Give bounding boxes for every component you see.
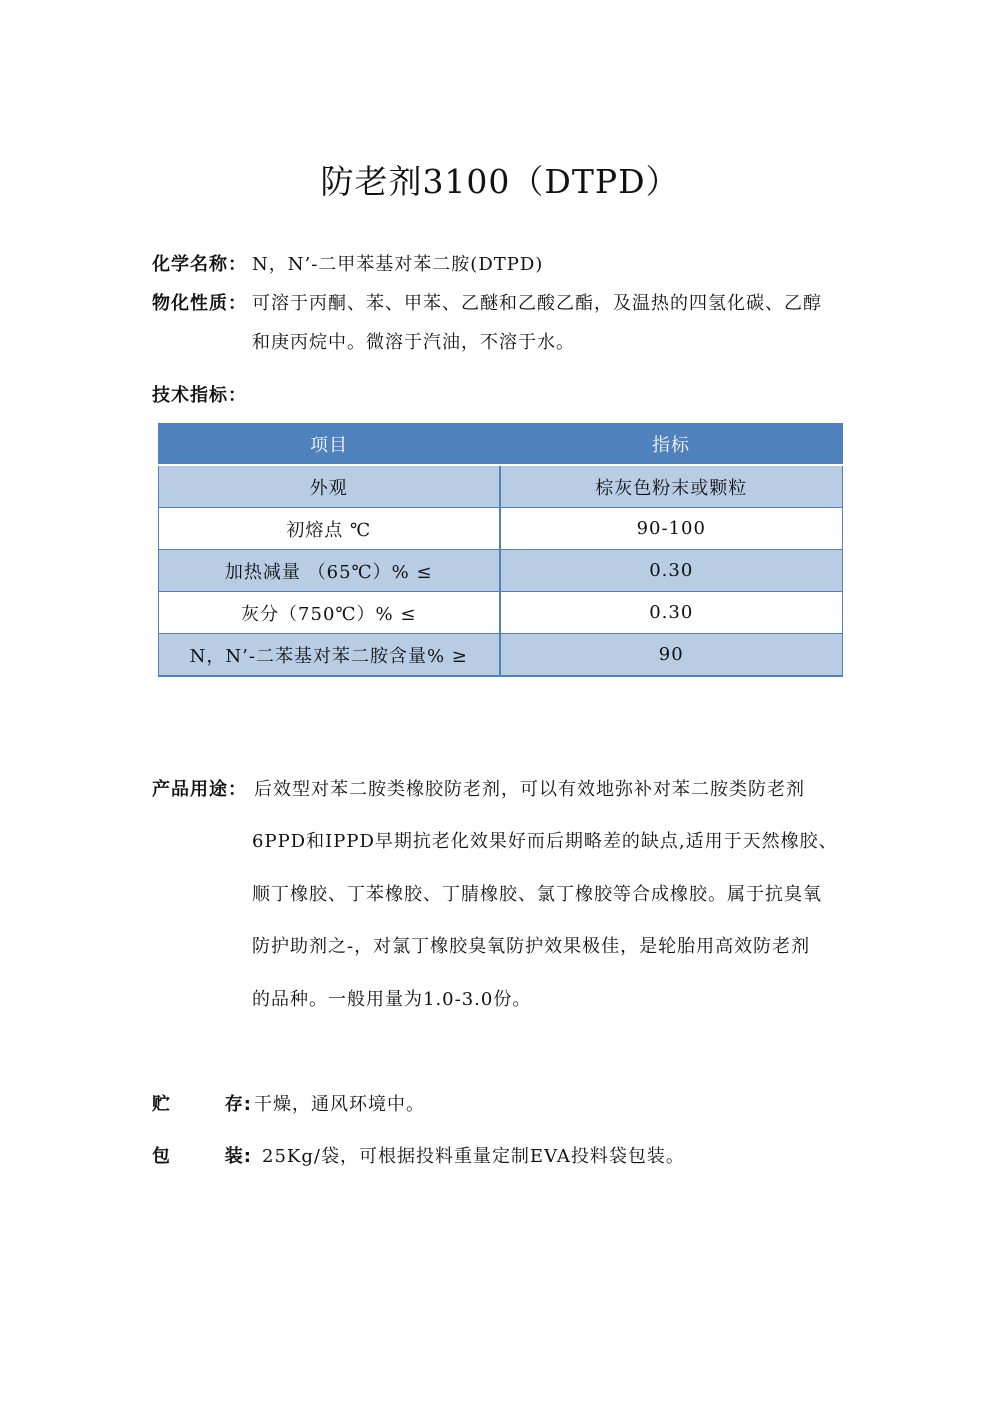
spec-item: N，N’-二苯基对苯二胺含量% ≥ bbox=[159, 634, 500, 677]
usage-line-3: 顺丁橡胶、丁苯橡胶、丁腈橡胶、氯丁橡胶等合成橡胶。属于抗臭氧 bbox=[252, 884, 822, 905]
usage-line-4: 防护助剂之-，对氯丁橡胶臭氧防护效果极佳，是轮胎用高效防老剂 bbox=[252, 936, 811, 957]
spec-value: 棕灰色粉末或颗粒 bbox=[500, 465, 843, 508]
table-row bbox=[159, 508, 843, 550]
spec-value: 0.30 bbox=[500, 592, 843, 634]
table-row bbox=[159, 634, 843, 677]
chemical-name-label: 化学名称： bbox=[152, 254, 247, 275]
properties-label: 物化性质： bbox=[152, 293, 247, 314]
spec-item: 加热减量 （65℃）% ≤ bbox=[159, 550, 500, 592]
table-row bbox=[159, 465, 843, 508]
table-row bbox=[159, 550, 843, 592]
packaging-label-char-1: 包 bbox=[152, 1146, 171, 1167]
spec-value: 90 bbox=[500, 634, 843, 677]
usage-label: 产品用途： bbox=[152, 779, 247, 800]
storage-row bbox=[152, 1090, 852, 1114]
packaging-value: 25Kg/袋，可根据投料重量定制EVA投料袋包装。 bbox=[262, 1146, 685, 1167]
usage-row-2 bbox=[152, 827, 852, 851]
storage-label bbox=[152, 1090, 252, 1116]
chemical-name-row bbox=[152, 250, 852, 274]
table-row bbox=[159, 592, 843, 634]
packaging-label-char-2: 装 : bbox=[225, 1142, 252, 1168]
spec-table bbox=[158, 423, 843, 677]
storage-label-char-2: 存 : bbox=[225, 1090, 252, 1116]
properties-line-1: 可溶于丙酮、苯、甲苯、乙醚和乙酸乙酯，及温热的四氢化碳、乙醇 bbox=[252, 293, 822, 314]
spec-value: 90-100 bbox=[500, 508, 843, 550]
tech-specs-row bbox=[152, 381, 852, 405]
tech-specs-label: 技术指标： bbox=[152, 385, 247, 406]
chemical-name-value: N，N’-二甲苯基对苯二胺(DTPD) bbox=[252, 254, 544, 275]
properties-row bbox=[152, 289, 852, 313]
usage-row-5 bbox=[152, 985, 852, 1009]
header-value: 指标 bbox=[500, 424, 843, 466]
usage-row-3 bbox=[152, 880, 852, 904]
spec-item: 灰分（750℃）% ≤ bbox=[159, 592, 500, 634]
storage-value: 干燥，通风环境中。 bbox=[254, 1094, 425, 1115]
usage-row-4 bbox=[152, 932, 852, 956]
usage-line-2: 6PPD和IPPD早期抗老化效果好而后期略差的缺点,适用于天然橡胶、 bbox=[252, 831, 838, 852]
properties-row-2 bbox=[152, 328, 852, 352]
storage-label-char-1: 贮 bbox=[152, 1094, 171, 1115]
header-item: 项目 bbox=[159, 424, 500, 466]
packaging-row bbox=[152, 1142, 852, 1166]
packaging-label bbox=[152, 1142, 252, 1168]
spec-item: 初熔点 ℃ bbox=[159, 508, 500, 550]
spec-table-header bbox=[159, 424, 843, 466]
spec-value: 0.30 bbox=[500, 550, 843, 592]
document-title: 防老剂3100（DTPD） bbox=[320, 162, 680, 201]
spec-item: 外观 bbox=[159, 465, 500, 508]
usage-line-5: 的品种。一般用量为1.0-3.0份。 bbox=[252, 989, 532, 1010]
usage-row bbox=[152, 775, 852, 799]
properties-line-2: 和庚丙烷中。微溶于汽油，不溶于水。 bbox=[252, 332, 575, 353]
usage-line-1: 后效型对苯二胺类橡胶防老剂，可以有效地弥补对苯二胺类防老剂 bbox=[254, 779, 805, 800]
